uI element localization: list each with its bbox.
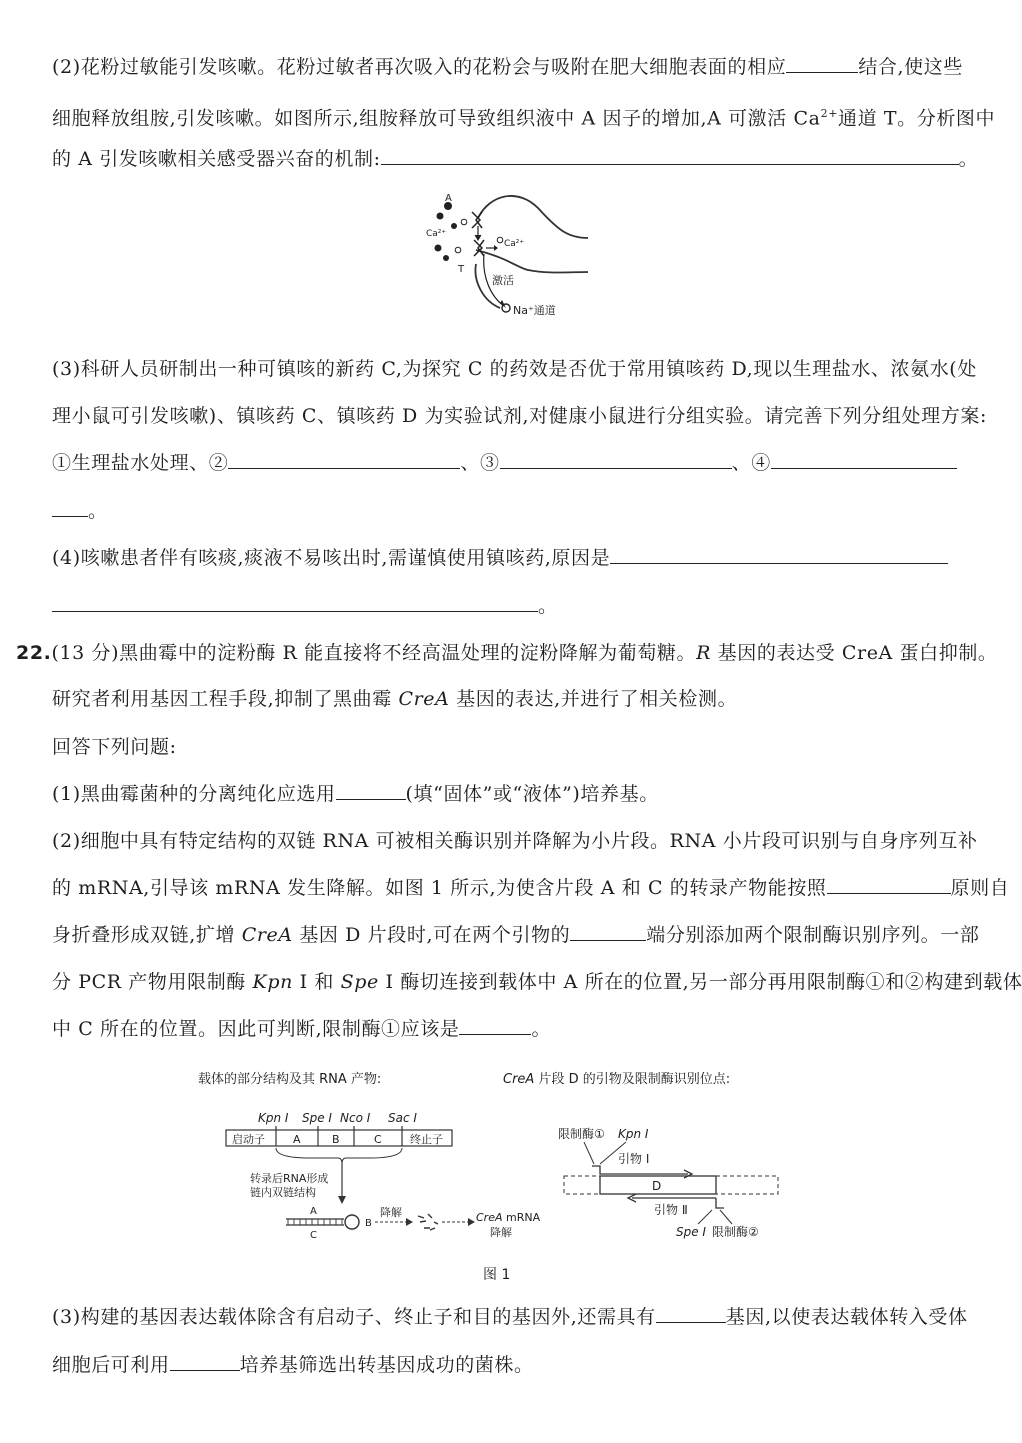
kpn-label: Kpn Ⅰ <box>618 1127 649 1141</box>
flank-left <box>564 1176 600 1194</box>
answer-blank-4[interactable] <box>771 450 957 469</box>
crea-degrade-label: 降解 <box>490 1226 512 1239</box>
arrow-head <box>338 1196 346 1204</box>
answer-blank[interactable] <box>381 146 959 165</box>
answer-blank[interactable] <box>170 1352 240 1371</box>
label-ca-right: Ca²⁺ <box>504 239 525 249</box>
q22-answer-prompt <box>52 734 177 760</box>
text: 基因的表达,并进行了相关检测。 <box>449 688 738 710</box>
text: 结合,使这些 <box>858 56 963 78</box>
q22-p2-line1 <box>52 828 978 854</box>
text: 、③ <box>460 452 500 474</box>
primer1-arrow <box>592 1166 688 1174</box>
pointer-line <box>698 1210 712 1224</box>
site-nco: Nco Ⅰ <box>340 1111 371 1125</box>
answer-blank[interactable] <box>827 875 951 894</box>
arrow-head <box>475 235 481 240</box>
text: 端分别添加两个限制酶识别序列。一部 <box>646 924 980 946</box>
answer-blank-2[interactable] <box>228 450 460 469</box>
text: (2)细胞中具有特定结构的双链 RNA 可被相关酶识别并降解为小片段。RNA 小片段可识别与自身序列互补 <box>52 830 978 852</box>
text: ①生理盐水处理、② <box>52 452 229 474</box>
hairpin-label-b: B <box>365 1218 372 1229</box>
primer2-label: 引物 Ⅱ <box>654 1203 688 1217</box>
q21-p3-line2 <box>52 403 987 429</box>
answer-blank[interactable] <box>610 545 948 564</box>
enzyme1-label: 限制酶① <box>558 1127 605 1141</box>
site-kpn: Kpn Ⅰ <box>258 1111 289 1125</box>
text: (4)咳嗽患者伴有咳痰,痰液不易咳出时,需谨慎使用镇咳药,原因是 <box>52 547 611 569</box>
text: 回答下列问题: <box>52 736 177 758</box>
calcium-ion <box>455 247 461 253</box>
text: 细胞释放组胺,引发咳嗽。如图所示,组胺释放可导致组织液中 A 因子的增加,A 可激活 Ca <box>52 107 821 130</box>
answer-blank[interactable] <box>459 1016 531 1035</box>
enzyme2-label: 限制酶② <box>712 1225 759 1239</box>
gene-name: CreA <box>398 688 450 710</box>
text: 。 <box>958 148 979 170</box>
ion-channel-figure <box>418 186 593 320</box>
gene-name: R <box>696 642 712 664</box>
transcript-brace <box>276 1148 402 1164</box>
degrade-label: 降解 <box>380 1206 402 1219</box>
factor-a-dot <box>443 255 449 261</box>
text: (2)花粉过敏能引发咳嗽。花粉过敏者再次吸入的花粉会与吸附在肥大细胞表面的相应 <box>52 56 787 78</box>
q22-p3-line2 <box>52 1352 534 1378</box>
text: 基因 D 片段时,可在两个引物的 <box>292 924 571 946</box>
gene-name: CreA <box>476 1211 503 1224</box>
text: 片段 D 的引物及限制酶识别位点: <box>534 1072 731 1087</box>
q22-intro-line2 <box>52 686 737 712</box>
q21-p2-line3 <box>52 146 978 172</box>
pointer-line <box>720 1210 732 1224</box>
hairpin-label-c: C <box>310 1230 317 1241</box>
text: 。 <box>88 500 108 522</box>
enzyme-name: Spe <box>340 971 379 993</box>
q21-p4-line2 <box>52 593 558 619</box>
text: 通道 T。分析图中 <box>838 107 996 130</box>
label-activate: 激活 <box>492 274 514 287</box>
note-line2: 链内双链结构 <box>250 1186 316 1199</box>
text: (3)科研人员研制出一种可镇咳的新药 C,为探究 C 的药效是否优于常用镇咳药 D,现以生理盐水、浓氨水(处 <box>52 358 977 380</box>
site-spe: Spe Ⅰ <box>302 1111 332 1125</box>
vector-structure-diagram <box>220 1108 550 1244</box>
factor-a-dot <box>451 223 457 229</box>
note-line1: 转录后RNA形成 <box>250 1172 329 1185</box>
text: 、④ <box>731 452 771 474</box>
text: 身折叠形成双链,扩增 <box>52 924 242 946</box>
q21-p3-line4 <box>52 498 108 524</box>
primer2-tail <box>716 1198 724 1208</box>
factor-a-dot <box>437 213 444 220</box>
flank-right <box>716 1176 778 1194</box>
factor-a-dot <box>435 245 442 252</box>
q21-p3-line1 <box>52 356 977 382</box>
text: 的 mRNA,引导该 mRNA 发生降解。如图 1 所示,为使含片段 A 和 C 的转录产物能按照 <box>52 877 827 899</box>
segment-terminator: 终止子 <box>410 1133 443 1146</box>
q22-p1 <box>52 781 659 807</box>
gene-name: CreA <box>503 1072 535 1087</box>
answer-blank[interactable] <box>52 593 538 612</box>
enzyme-name: Kpn <box>252 971 293 993</box>
text: 分 PCR 产物用限制酶 <box>52 971 253 993</box>
text: 。 <box>538 595 558 617</box>
text: Ⅰ 酶切连接到载体中 A 所在的位置,另一部分再用限制酶①和②构建到载体 <box>378 971 1022 993</box>
answer-blank[interactable] <box>656 1304 726 1323</box>
membrane-lower <box>476 250 588 273</box>
label-a: A <box>445 193 452 204</box>
q22-intro-line1 <box>16 640 998 666</box>
text: (3)构建的基因表达载体除含有启动子、终止子和目的基因外,还需具有 <box>52 1306 656 1328</box>
q22-p3-line1 <box>52 1304 968 1330</box>
q22-p2-line5 <box>52 1016 551 1042</box>
answer-blank[interactable] <box>570 922 646 941</box>
text: 原则自 <box>950 877 1010 899</box>
text: 细胞后可利用 <box>52 1354 170 1376</box>
channel-t-shape <box>474 240 484 256</box>
q21-p4-line1 <box>52 545 948 571</box>
answer-blank[interactable] <box>336 781 406 800</box>
figure-caption: 图 1 <box>483 1267 511 1283</box>
q21-p2-line2 <box>52 101 995 131</box>
pointer-line <box>584 1142 594 1164</box>
figure-right-title <box>503 1068 730 1087</box>
segment-c: C <box>374 1133 382 1146</box>
gene-name: CreA <box>241 924 293 946</box>
text: 中 C 所在的位置。因此可判断,限制酶①应该是 <box>52 1018 460 1040</box>
label-na-channel: Na⁺通道 <box>513 304 556 317</box>
answer-blank-3[interactable] <box>500 450 732 469</box>
segment-d-label: D <box>652 1179 662 1193</box>
question-number: 22. <box>16 642 52 664</box>
q21-p3-line3 <box>52 450 957 476</box>
label-t: T <box>458 264 465 275</box>
figure-left-title: 载体的部分结构及其 RNA 产物: <box>198 1072 382 1087</box>
arrow-head <box>468 1218 475 1226</box>
base-pairs <box>288 1219 342 1225</box>
rna-fragments <box>418 1214 438 1230</box>
text: (填“固体”或“液体”)培养基。 <box>405 783 659 805</box>
text: 基因,以使表达载体转入受体 <box>725 1306 968 1328</box>
text: 理小鼠可引发咳嗽)、镇咳药 C、镇咳药 D 为实验试剂,对健康小鼠进行分组实验。请完善下列分组处理方案: <box>52 405 987 427</box>
site-sac: Sac Ⅰ <box>388 1111 417 1125</box>
answer-blank-4-cont[interactable] <box>52 498 88 517</box>
text: 研究者利用基因工程手段,抑制了黑曲霉 <box>52 688 399 710</box>
hairpin-label-a: A <box>310 1206 317 1217</box>
spe-label: Spe Ⅰ <box>676 1225 706 1239</box>
arrow-head <box>406 1218 413 1226</box>
segment-b: B <box>332 1133 340 1146</box>
label-ca-left: Ca²⁺ <box>426 229 447 239</box>
text: Ⅰ 和 <box>292 971 341 993</box>
q22-p2-line3 <box>52 922 979 948</box>
segment-promoter: 启动子 <box>232 1133 265 1146</box>
crea-mrna-label <box>476 1211 541 1224</box>
q21-p2-line1 <box>52 54 963 80</box>
text: 。 <box>531 1018 552 1040</box>
arrow-head <box>494 245 498 251</box>
primer1-label: 引物 Ⅰ <box>618 1152 650 1166</box>
text: 的 A 引发咳嗽相关感受器兴奋的机制: <box>52 148 381 170</box>
text: 基因的表达受 CreA 蛋白抑制。 <box>711 642 998 664</box>
q22-p2-line2 <box>52 875 1009 901</box>
calcium-ion <box>461 219 467 225</box>
hairpin-loop <box>345 1215 359 1229</box>
superscript: 2+ <box>820 107 839 120</box>
segment-a: A <box>293 1133 301 1146</box>
text: (13 分)黑曲霉中的淀粉酶 R 能直接将不经高温处理的淀粉降解为葡萄糖。 <box>51 642 697 664</box>
text: (1)黑曲霉菌种的分离纯化应选用 <box>52 783 336 805</box>
primer-diagram <box>556 1118 786 1248</box>
membrane-upper <box>478 196 588 238</box>
calcium-ion <box>497 237 503 243</box>
q22-p2-line4 <box>52 969 1022 995</box>
answer-blank[interactable] <box>786 54 858 73</box>
text: mRNA <box>502 1211 541 1224</box>
text: 培养基筛选出转基因成功的菌株。 <box>239 1354 534 1376</box>
